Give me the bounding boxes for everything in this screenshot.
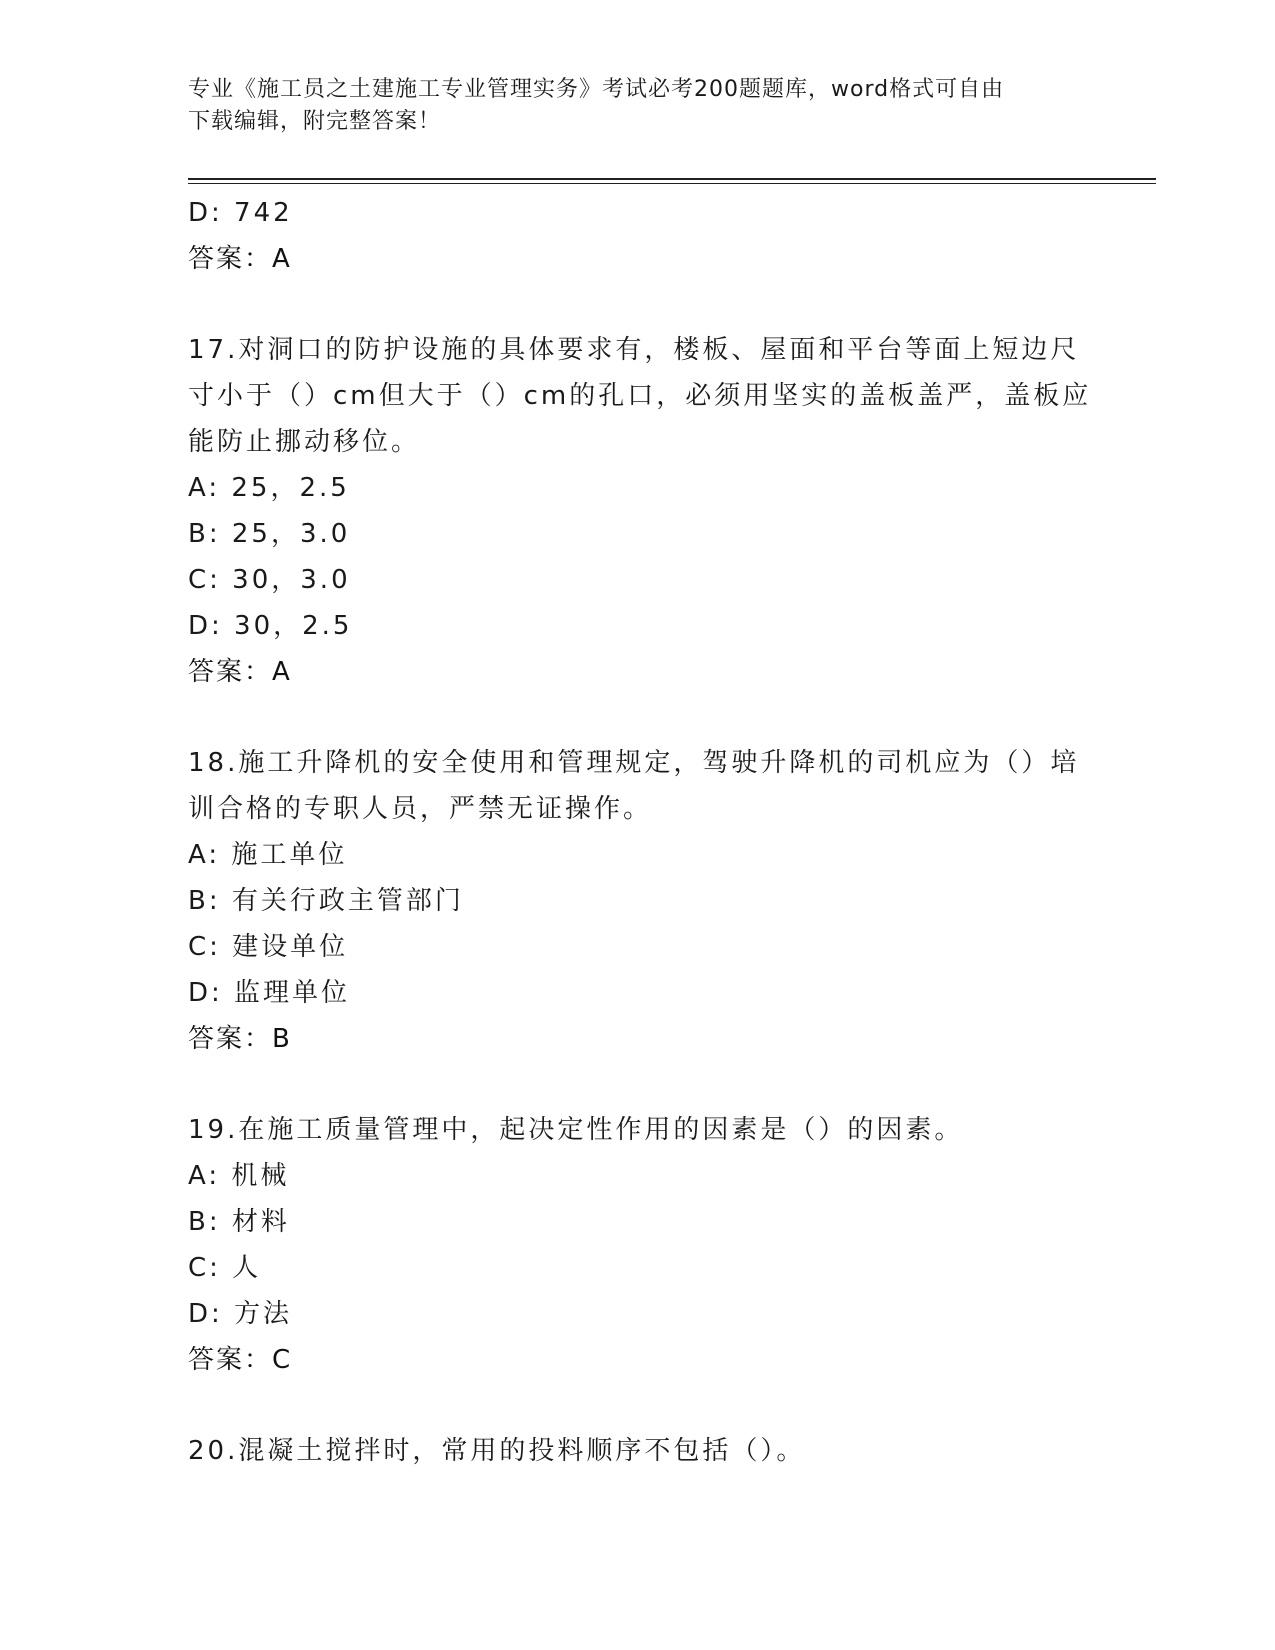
question-stem-line: 17.对洞口的防护设施的具体要求有，楼板、屋面和平台等面上短边尺 bbox=[188, 335, 1080, 365]
question-18 bbox=[188, 740, 1088, 1062]
option-b: B: 有关行政主管部门 bbox=[188, 886, 464, 916]
question-stem-line: 能防止挪动移位。 bbox=[188, 427, 421, 457]
prev-question-option-d: D: 742 bbox=[188, 198, 293, 228]
answer: 答案：C bbox=[188, 1345, 293, 1375]
option-c: C: 人 bbox=[188, 1253, 262, 1283]
spacer bbox=[188, 1062, 1088, 1107]
option-a: A: 25，2.5 bbox=[188, 473, 350, 503]
answer: 答案：A bbox=[188, 657, 292, 687]
answer: 答案：B bbox=[188, 1024, 292, 1054]
header-title-line-2: 下载编辑，附完整答案！ bbox=[188, 109, 442, 134]
header-title-line-1: 专业《施工员之土建施工专业管理实务》考试必考200题题库，word格式可自由 bbox=[188, 77, 1005, 102]
option-c: C: 30，3.0 bbox=[188, 565, 351, 595]
question-stem-line: 20.混凝土搅拌时，常用的投料顺序不包括（）。 bbox=[188, 1436, 806, 1466]
option-c: C: 建设单位 bbox=[188, 932, 349, 962]
option-a: A: 施工单位 bbox=[188, 840, 348, 870]
prev-question-answer: 答案：A bbox=[188, 244, 292, 274]
option-b: B: 25，3.0 bbox=[188, 519, 351, 549]
question-17 bbox=[188, 327, 1092, 695]
option-d: D: 30，2.5 bbox=[188, 611, 353, 641]
option-d: D: 方法 bbox=[188, 1299, 293, 1329]
question-20 bbox=[188, 1428, 1088, 1474]
question-stem-line: 寸小于（）cm但大于（）cm的孔口，必须用坚实的盖板盖严，盖板应 bbox=[188, 381, 1092, 411]
option-b: B: 材料 bbox=[188, 1207, 290, 1237]
header-divider-thick bbox=[188, 178, 1156, 180]
page-header bbox=[188, 74, 1088, 138]
question-content bbox=[188, 190, 1092, 1474]
spacer bbox=[188, 1383, 1088, 1428]
option-d: D: 监理单位 bbox=[188, 978, 351, 1008]
question-stem-line: 18.施工升降机的安全使用和管理规定，驾驶升降机的司机应为（）培 bbox=[188, 748, 1080, 778]
option-a: A: 机械 bbox=[188, 1161, 290, 1191]
header-divider-thin bbox=[188, 183, 1156, 184]
spacer bbox=[188, 282, 1088, 327]
question-stem-line: 19.在施工质量管理中，起决定性作用的因素是（）的因素。 bbox=[188, 1115, 964, 1145]
question-19 bbox=[188, 1107, 1088, 1383]
question-stem-line: 训合格的专职人员，严禁无证操作。 bbox=[188, 794, 653, 824]
spacer bbox=[188, 695, 1088, 740]
